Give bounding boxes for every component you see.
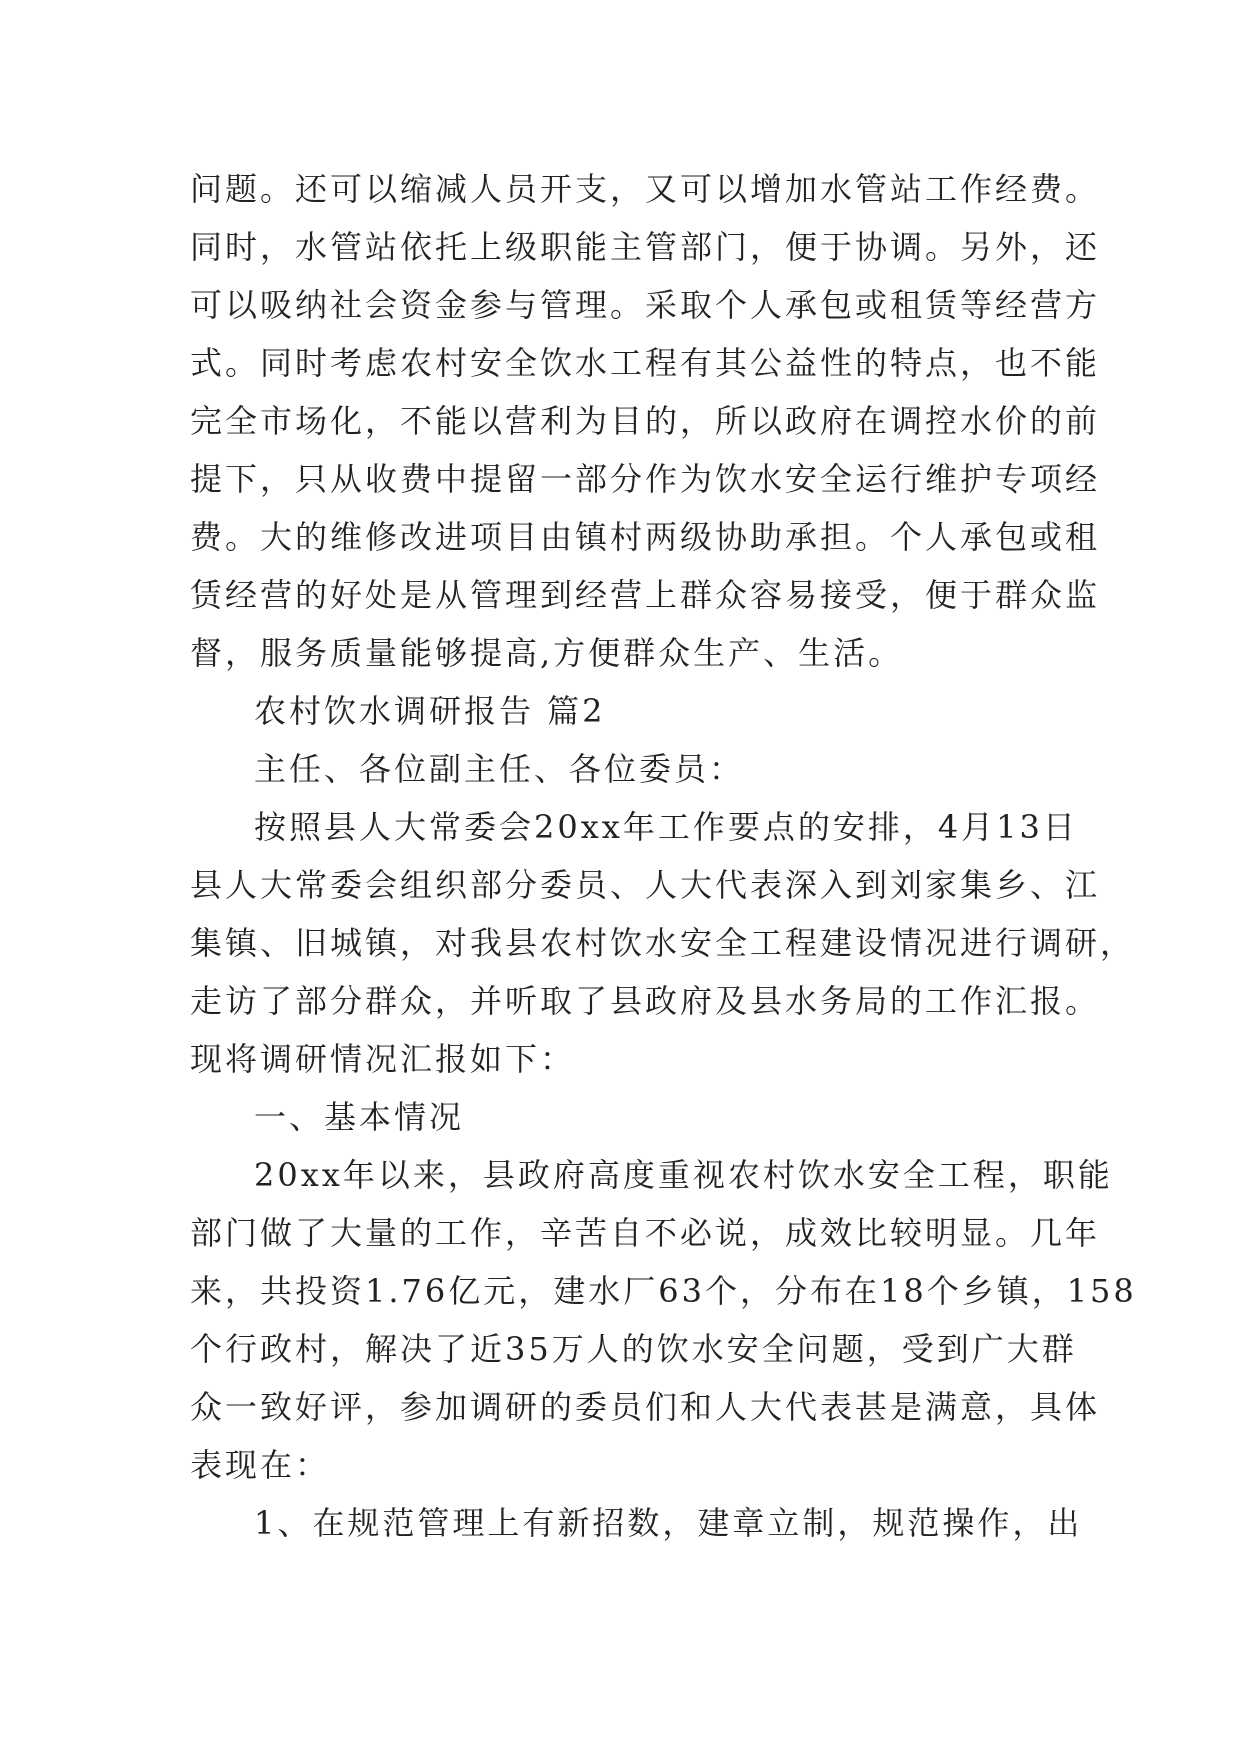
text-line: 式。同时考虑农村安全饮水工程有其公益性的特点，也不能 (190, 344, 1101, 382)
text-line: 现将调研情况汇报如下： (190, 1040, 576, 1078)
text-line: 提下，只从收费中提留一部分作为饮水安全运行维护专项经 (190, 460, 1101, 498)
text-line: 费。大的维修改进项目由镇村两级协助承担。个人承包或租 (190, 518, 1101, 556)
text-line: 同时，水管站依托上级职能主管部门，便于协调。另外，还 (190, 228, 1101, 266)
text-line: 督，服务质量能够提高,方便群众生产、生活。 (190, 634, 904, 672)
text-line: 按照县人大常委会20xx年工作要点的安排，4月13日 (254, 808, 1078, 846)
text-line: 完全市场化，不能以营利为目的，所以政府在调控水价的前 (190, 402, 1101, 440)
text-line: 县人大常委会组织部分委员、人大代表深入到刘家集乡、江 (190, 866, 1101, 904)
salutation: 主任、各位副主任、各位委员： (254, 750, 745, 788)
section-title: 农村饮水调研报告 篇2 (254, 692, 606, 730)
text-line: 走访了部分群众，并听取了县政府及县水务局的工作汇报。 (190, 982, 1101, 1020)
text-line: 集镇、旧城镇，对我县农村饮水安全工程建设情况进行调研， (190, 924, 1136, 962)
text-line: 可以吸纳社会资金参与管理。采取个人承包或租赁等经营方 (190, 286, 1101, 324)
text-line: 1、在规范管理上有新招数，建章立制，规范操作，出 (254, 1504, 1083, 1542)
text-line: 来，共投资1.76亿元，建水厂63个，分布在18个乡镇，158 (190, 1272, 1137, 1310)
text-line: 赁经营的好处是从管理到经营上群众容易接受，便于群众监 (190, 576, 1101, 614)
text-line: 个行政村，解决了近35万人的饮水安全问题，受到广大群 (190, 1330, 1077, 1368)
text-line: 20xx年以来，县政府高度重视农村饮水安全工程，职能 (254, 1156, 1113, 1194)
document-body (190, 160, 1137, 1552)
text-line: 问题。还可以缩减人员开支，又可以增加水管站工作经费。 (190, 170, 1101, 208)
text-line: 部门做了大量的工作，辛苦自不必说，成效比较明显。几年 (190, 1214, 1101, 1252)
text-line: 众一致好评，参加调研的委员们和人大代表甚是满意，具体 (190, 1388, 1101, 1426)
heading-basic-situation: 一、基本情况 (254, 1098, 465, 1136)
text-line: 表现在： (190, 1446, 331, 1484)
